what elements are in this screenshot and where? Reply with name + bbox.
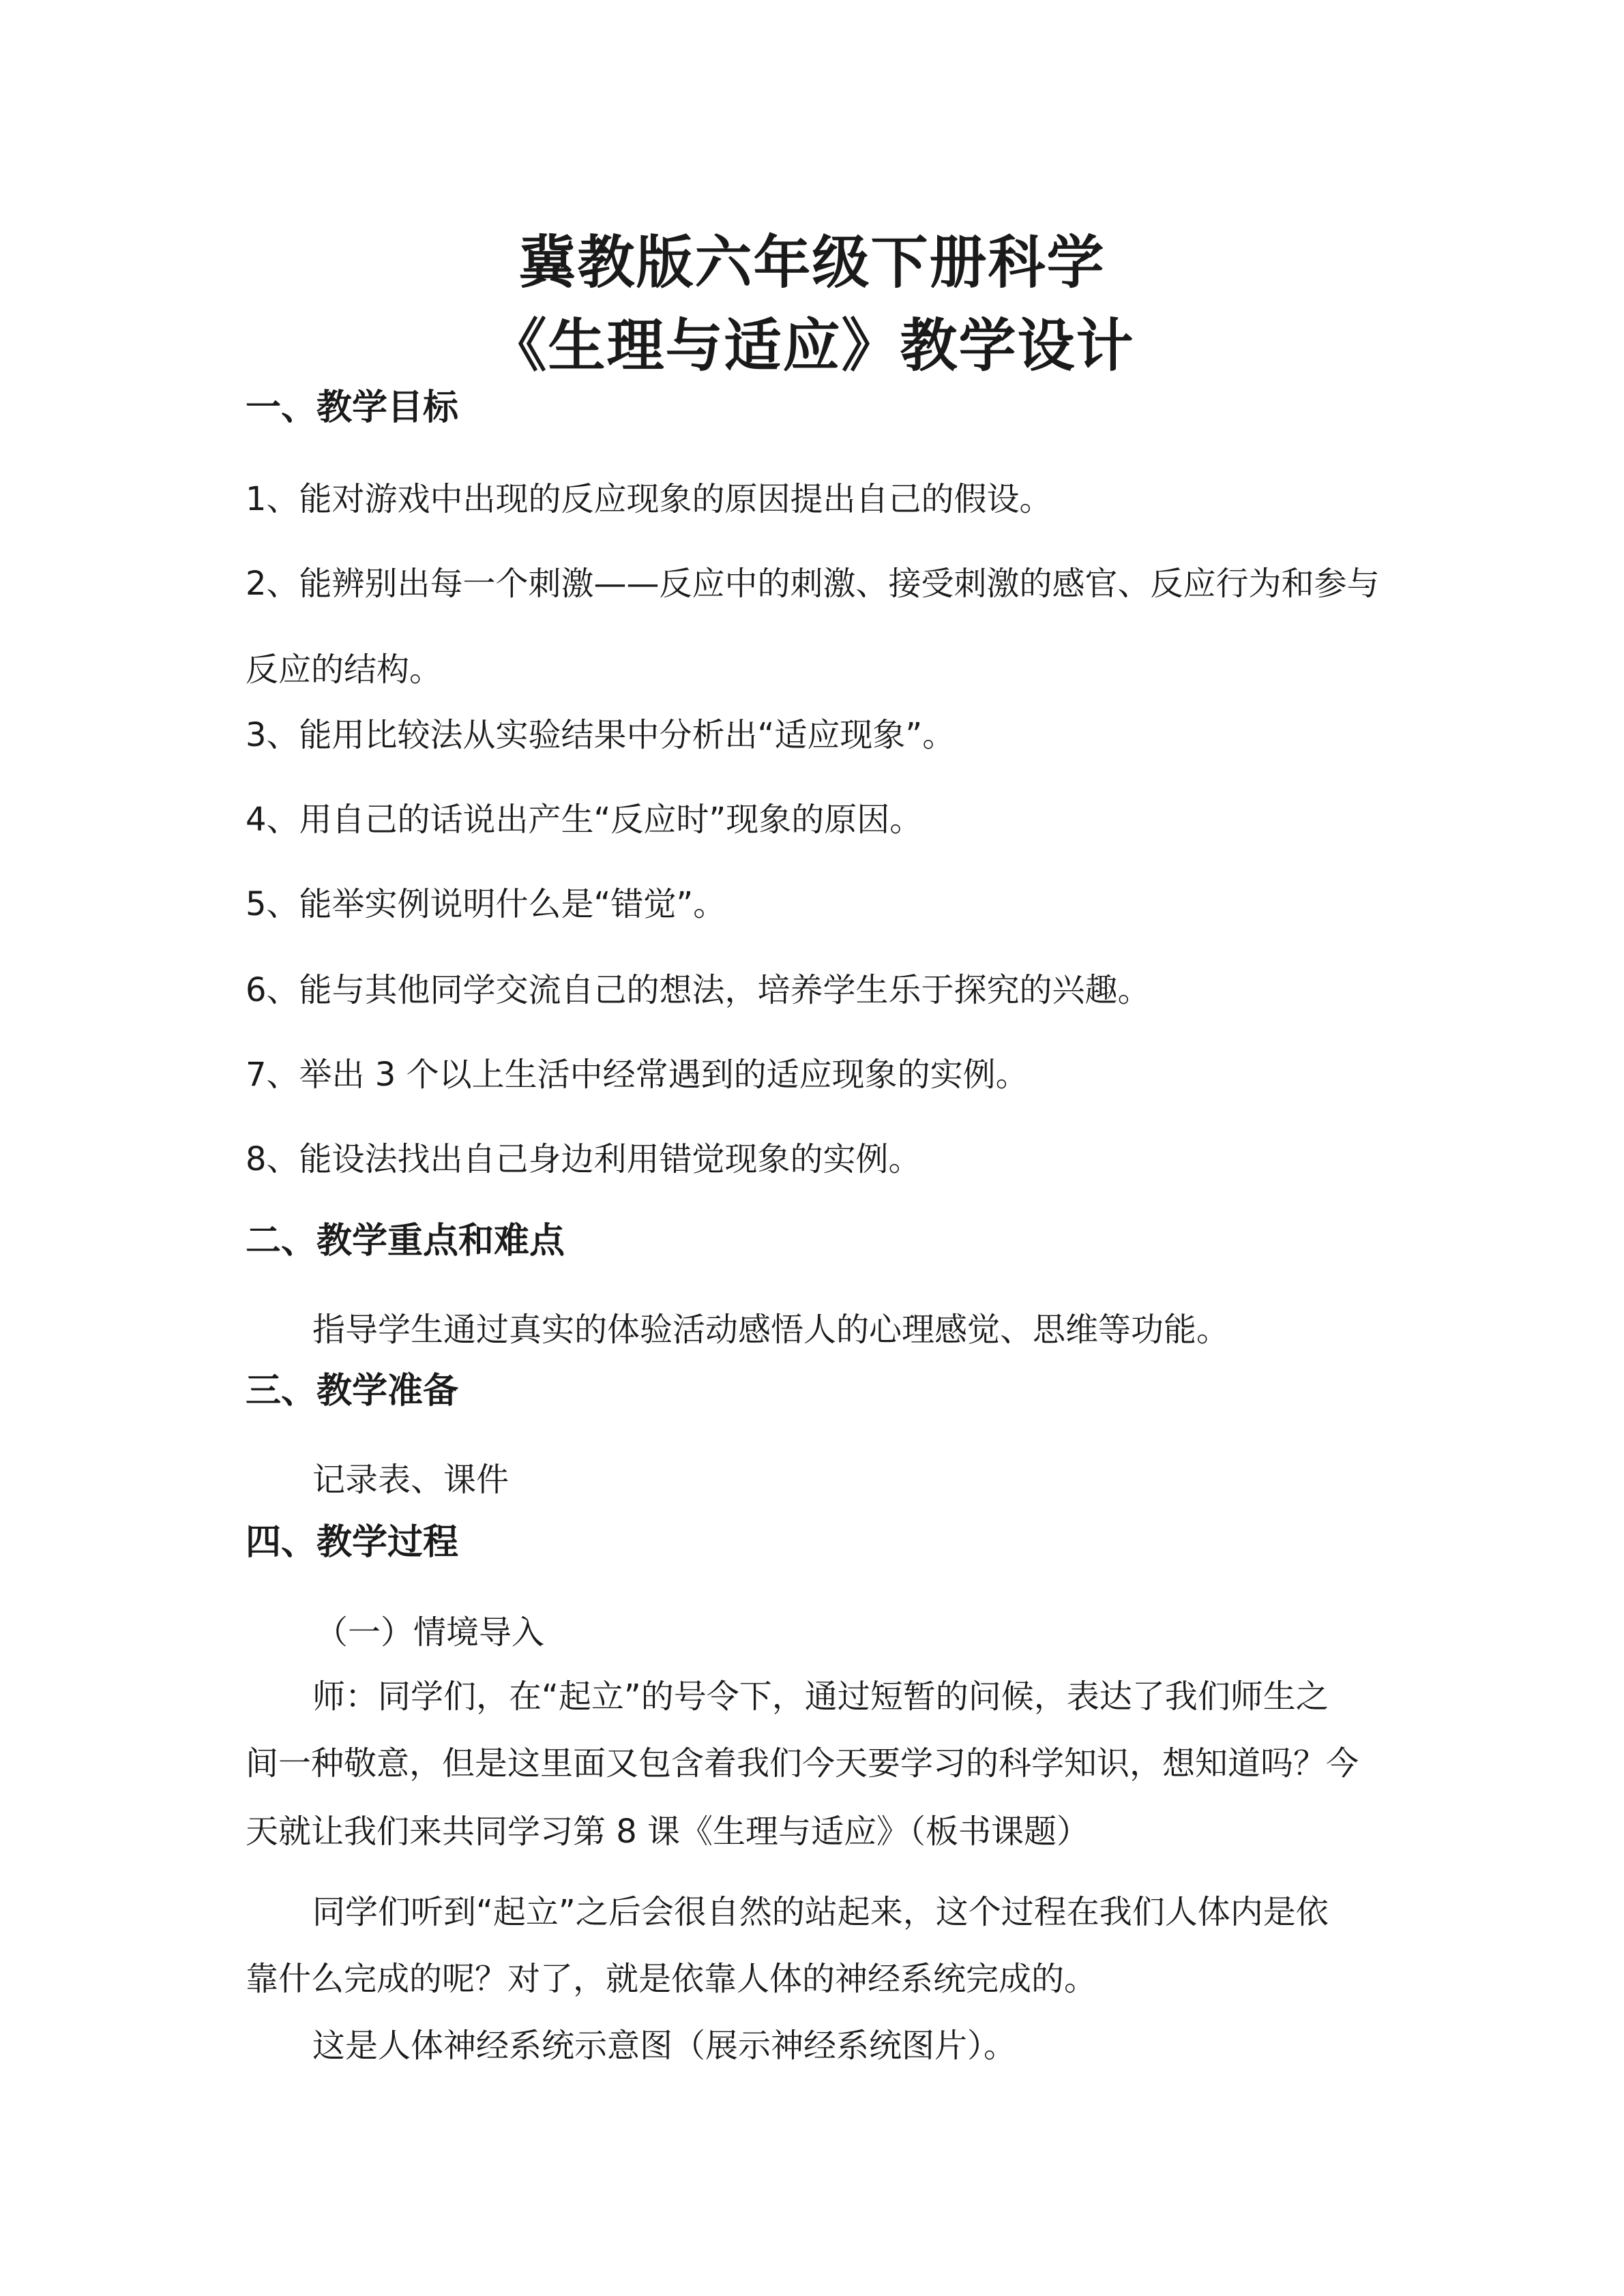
document-title-line2: 《生理与适应》教学设计: [489, 312, 1135, 379]
objective-item: 3、能用比较法从实验结果中分析出“适应现象”。: [246, 716, 956, 754]
process-paragraph-line: 天就让我们来共同学习第 8 课《生理与适应》（板书课题）: [246, 1813, 1090, 1851]
document-title-line1: 冀教版六年级下册科学: [518, 228, 1106, 296]
section-heading-preparation: 三、教学准备: [246, 1370, 459, 1412]
objective-item-continued: 反应的结构。: [246, 651, 443, 689]
section-heading-objectives: 一、教学目标: [246, 387, 459, 428]
process-subheading: （一）情境导入: [315, 1613, 545, 1652]
process-paragraph-line: 同学们听到“起立”之后会很自然的站起来，这个过程在我们人体内是依: [312, 1893, 1329, 1931]
process-paragraph-line: 靠什么完成的呢？对了，就是依靠人体的神经系统完成的。: [246, 1960, 1097, 1998]
objective-item: 8、能设法找出自己身边利用错觉现象的实例。: [246, 1140, 921, 1178]
objective-item: 7、举出 3 个以上生活中经常遇到的适应现象的实例。: [246, 1056, 1029, 1094]
section-heading-key-points: 二、教学重点和难点: [246, 1220, 565, 1262]
objective-item: 5、能举实例说明什么是“错觉”。: [246, 885, 726, 923]
objective-item: 2、能辨别出每一个刺激——反应中的刺激、接受刺激的感官、反应行为和参与: [246, 565, 1380, 603]
process-paragraph-line: 间一种敬意，但是这里面又包含着我们今天要学习的科学知识，想知道吗？今: [246, 1744, 1359, 1783]
objective-item: 4、用自己的话说出产生“反应时”现象的原因。: [246, 801, 923, 839]
preparation-text: 记录表、课件: [312, 1461, 510, 1499]
process-paragraph-line: 师：同学们，在“起立”的号令下，通过短暂的问候，表达了我们师生之: [312, 1678, 1329, 1716]
section-heading-process: 四、教学过程: [246, 1521, 459, 1563]
objective-item: 1、能对游戏中出现的反应现象的原因提出自己的假设。: [246, 480, 1052, 518]
objective-item: 6、能与其他同学交流自己的想法，培养学生乐于探究的兴趣。: [246, 971, 1151, 1009]
key-points-text: 指导学生通过真实的体验活动感悟人的心理感觉、思维等功能。: [312, 1311, 1230, 1349]
process-paragraph-line: 这是人体神经系统示意图（展示神经系统图片）。: [312, 2027, 1017, 2065]
